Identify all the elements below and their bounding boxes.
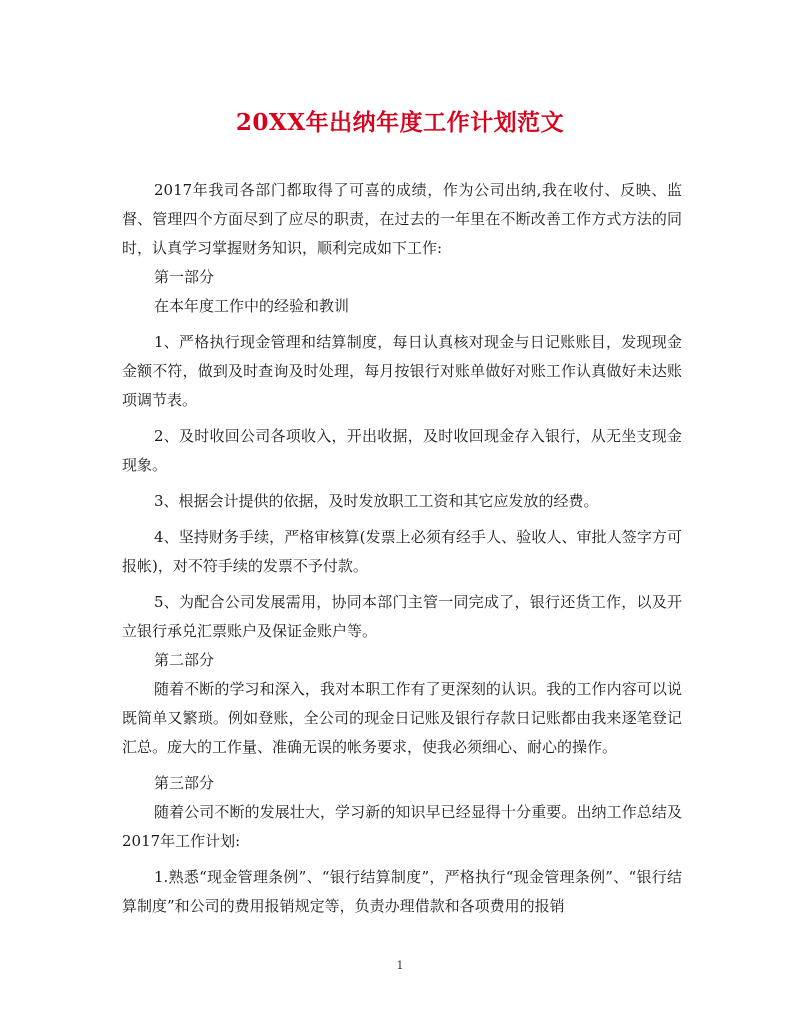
intro-paragraph: 2017年我司各部门都取得了可喜的成绩，作为公司出纳,我在收付、反映、监督、管理四个方面尽到了应尽的职责，在过去的一年里在不断改善工作方式方法的同时，认真学习掌握财务知识，顺利完成如下工作: bbox=[122, 181, 682, 257]
document-title: 20XX年出纳年度工作计划范文 bbox=[235, 109, 565, 136]
section-heading-part-2: 第二部分 bbox=[154, 651, 215, 669]
section-heading-part-1: 第一部分 bbox=[154, 268, 215, 286]
list-item-1: 1、严格执行现金管理和结算制度，每日认真核对现金与日记账账目，发现现金金额不符，做到及时查询及时处理，每月按银行对账单做好对账工作认真做好未达账项调节表。 bbox=[122, 333, 682, 409]
section-heading-part-3: 第三部分 bbox=[154, 774, 215, 792]
plan-item-1: 1.熟悉“现金管理条例”、“银行结算制度”，严格执行“现金管理条例”、“银行结算制度”和公司的费用报销规定等，负责办理借款和各项费用的报销 bbox=[122, 868, 682, 915]
subheading-experience: 在本年度工作中的经验和教训 bbox=[154, 297, 350, 315]
part-3-paragraph: 随着公司不断的发展壮大，学习新的知识早已经显得十分重要。出纳工作总结及2017年工作计划: bbox=[122, 803, 682, 850]
list-item-5: 5、为配合公司发展需用，协同本部门主管一同完成了，银行还货工作，以及开立银行承兑汇票账户及保证金账户等。 bbox=[122, 593, 682, 640]
list-item-3: 3、根据会计提供的依据，及时发放职工工资和其它应发放的经费。 bbox=[154, 492, 599, 510]
list-item-2: 2、及时收回公司各项收入，开出收据，及时收回现金存入银行，从无坐支现金现象。 bbox=[122, 427, 682, 474]
document-body bbox=[122, 176, 682, 921]
part-2-paragraph: 随着不断的学习和深入，我对本职工作有了更深刻的认识。我的工作内容可以说既简单又繁琐。例如登账，全公司的现金日记账及银行存款日记账都由我来逐笔登记汇总。庞大的工作量、准确无误的帐务要求，使我必须细心、耐心的操作。 bbox=[122, 680, 682, 756]
page-number: 1 bbox=[396, 959, 404, 972]
list-item-4: 4、坚持财务手续，严格审核算(发票上必须有经手人、验收人、审批人签字方可报帐)，对不符手续的发票不予付款。 bbox=[122, 528, 682, 575]
